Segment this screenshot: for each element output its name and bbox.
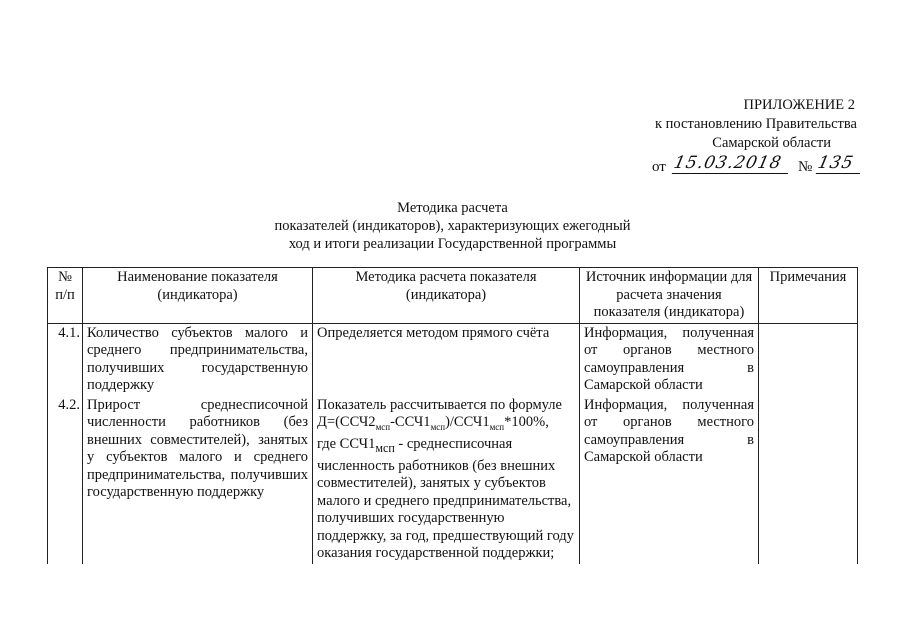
formula [317, 414, 549, 430]
document-title [0, 199, 905, 253]
title-line-3: ход и итоги реализации Государственной программы [288, 236, 617, 252]
row-method [313, 396, 580, 564]
date-prefix: от [652, 159, 666, 175]
method-where-subscript: мсп [375, 441, 395, 456]
formula-part: -ССЧ1 [390, 414, 431, 430]
header-name: Наименование показателя (индикатора) [83, 268, 313, 324]
formula-subscript: мсп [430, 421, 446, 432]
title-line-2: показателей (индикаторов), характеризующих ежегодный [274, 218, 631, 234]
appendix-decree-line: к постановлению Правительства [655, 116, 857, 132]
header-source: Источник информации для расчета значения показателя (индикатора) [580, 268, 759, 324]
method-intro: Показатель рассчитывается по формуле [317, 396, 562, 413]
decree-date-number [652, 153, 867, 179]
title-line-1: Методика расчета [397, 200, 508, 216]
appendix-label: ПРИЛОЖЕНИЕ 2 [743, 97, 855, 113]
row-source: Информация, полученная от органов местного самоуправления в Самарской области [580, 323, 759, 396]
header-notes: Примечания [759, 268, 858, 324]
row-notes [759, 323, 858, 396]
number-prefix: № [798, 159, 813, 175]
handwritten-number: 135 [816, 153, 864, 174]
header-method: Методика расчета показателя (индикатора) [313, 268, 580, 324]
table-row [48, 396, 858, 564]
formula-subscript: мсп [489, 421, 505, 432]
formula-part: Д=(ССЧ2 [317, 414, 376, 430]
row-source: Информация, полученная от органов местного самоуправления в Самарской области [580, 396, 759, 564]
method-where: где ССЧ1 [317, 436, 376, 453]
formula-subscript: мсп [375, 421, 391, 432]
header-num: № п/п [48, 268, 83, 324]
formula-part: *100%, [504, 414, 549, 430]
row-method: Определяется методом прямого счёта [313, 323, 580, 396]
formula-part: )/ССЧ1 [445, 414, 490, 430]
row-num: 4.2. [48, 396, 83, 564]
row-name: Количество субъектов малого и среднего предпринимательства, получивших государственную поддержку [83, 323, 313, 396]
appendix-header [655, 96, 857, 153]
appendix-region-line: Самарской области [712, 135, 831, 151]
table-row [48, 323, 858, 396]
table-header-row [48, 268, 858, 324]
row-name: Прирост среднесписочной численности работников (без внешних совместителей), занятых у субъектов малого и среднего предпринимательства, получивших государственную поддержку [83, 396, 313, 564]
row-notes [759, 396, 858, 564]
row-num: 4.1. [48, 323, 83, 396]
handwritten-date: 15.03.2018 [672, 153, 792, 174]
method-rest: - среднесписочная численность работников (без внешних совместителей), занятых у субъектов малого и среднего предпринимательства, получивших государственную поддержку, за год, предшествующий году оказания государственной поддержки; [317, 436, 574, 562]
indicators-table [47, 267, 858, 564]
